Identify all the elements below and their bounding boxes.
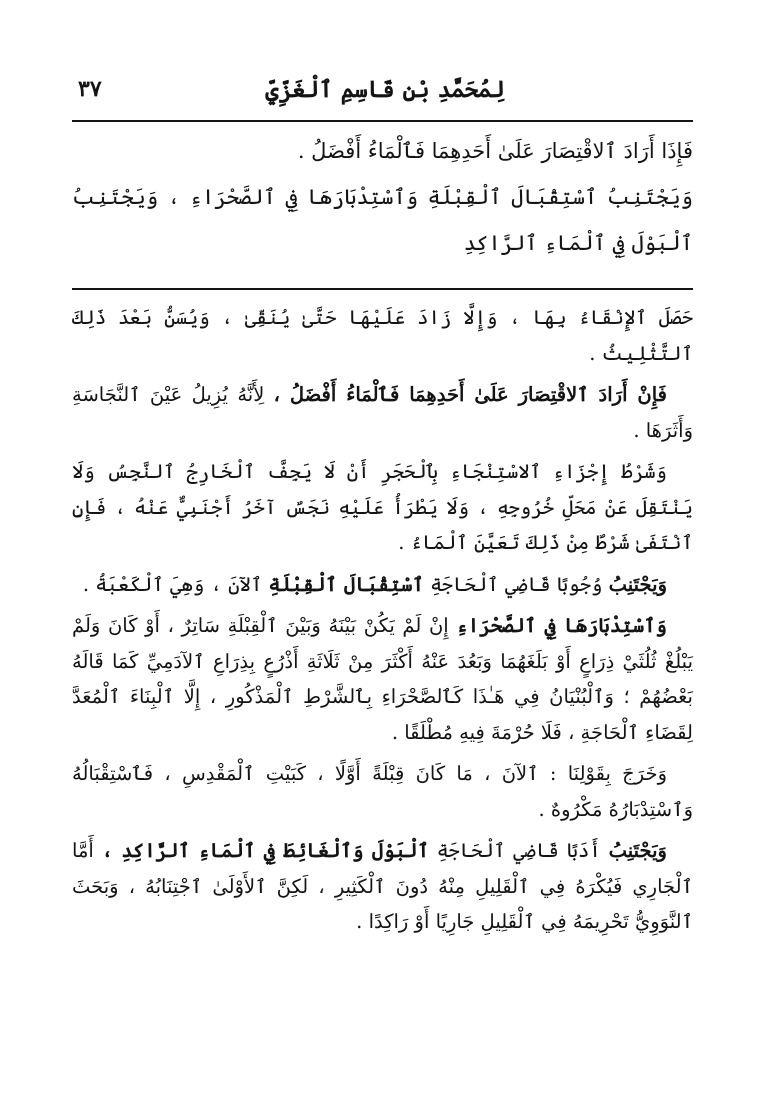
commentary-text: وُجُوبًا قَاضِي ٱلْحَاجَةِ: [423, 572, 609, 596]
commentary-text: ٱلآنَ ، وَهِيَ ٱلْكَعْبَةُ .: [82, 572, 269, 596]
sharh-paragraph-7: [72, 833, 693, 940]
sharh-text: [72, 300, 693, 946]
commentary-text: أَدَبًا قَاضِي ٱلْحَاجَةِ: [429, 839, 609, 862]
sharh-paragraph-2: [72, 377, 693, 448]
header-divider: [72, 120, 693, 122]
running-title: لِمُحَمَّدِ بْنِ قَاسِمِ ٱلْغَزِّيِّ: [265, 76, 505, 103]
sharh-paragraph-3: وَشَرْطُ إِجْزَاءِ ٱلاسْتِنْجَاءِ بِٱلْحَجَرِ أَنْ لَا يَجِفَّ ٱلْخَارِجُ ٱلنَّجِسُ وَلَا يَنْتَقِلَ عَنْ مَحَلِّ خُرُوجِهِ ، وَلَا يَطْرَأُ عَلَيْهِ نَجَسٌ آخَرُ أَجْنَبِيٌّ عَنْهُ ، فَإِنِ ٱنْتَفَىٰ شَرْطٌ مِنْ ذَلِكَ تَعَيَّنَ ٱلْمَاءُ .: [72, 460, 693, 554]
sharh-paragraph-6: وَخَرَجَ بِقَوْلِنَا : ٱلآنَ ، مَا كَانَ قِبْلَةً أَوَّلًا ، كَبَيْتِ ٱلْمَقْدِسِ ، فَٱسْتِقْبَالُهُ وَٱسْتِدْبَارُهُ مَكْرُوهٌ .: [72, 762, 693, 821]
page-number: ٣٧: [78, 76, 102, 102]
quoted-matn: ٱسْتِقْبَالَ ٱلْقِبْلَةِ: [268, 572, 424, 596]
quoted-matn: فَإِنْ أَرَادَ ٱلاقْتِصَارَ عَلَىٰ أَحَدِهِمَا فَٱلْمَاءُ أَفْضَلُ ،: [273, 383, 667, 406]
quoted-matn: وَٱسْتِدْبَارَهَا فِي ٱلصَّحْرَاءِ: [456, 614, 667, 637]
sharh-paragraph-5: [72, 608, 693, 750]
commentary-text: لِأَنَّهُ يُزِيلُ عَيْنَ ٱلنَّجَاسَةِ وَأَثَرَهَا .: [72, 383, 693, 442]
matn-paragraph-2: وَيَجْتَنِبُ ٱسْتِقْبَالَ ٱلْقِبْلَةِ وَٱسْتِدْبَارَهَا فِي ٱلصَّحْرَاءِ ، وَيَجْتَنِبُ ٱلْبَوْلَ فِي ٱلْمَاءِ ٱلرَّاكِدِ: [72, 185, 693, 255]
quoted-matn: وَيَجْتَنِبُ: [608, 839, 667, 862]
quoted-matn: وَيَجْتَنِبُ: [608, 572, 667, 596]
sharh-paragraph-4: [72, 567, 693, 603]
commentary-text: إِنْ لَمْ يَكُنْ بَيْنَهُ وَبَيْنَ ٱلْقِبْلَةِ سَاتِرٌ ، أَوْ كَانَ وَلَمْ يَبْلُغْ ثُلُثَيْ ذِرَاعٍ أَوْ بَلَغَهُمَا وَبَعُدَ عَنْهُ أَكْثَرَ مِنْ ثَلَاثَةِ أَذْرُعٍ بِذِرَاعِ ٱلآدَمِيِّ كَمَا قَالَهُ بَعْضُهُمْ ؛ وَٱلْبُنْيَانُ فِي هَـٰذَا كَٱلصَّحْرَاءِ بِٱلشَّرْطِ ٱلْمَذْكُورِ ، إِلَّا ٱلْبِنَاءَ ٱلْمُعَدَّ لِقَضَاءِ ٱلْحَاجَةِ ، فَلَا حُرْمَةَ فِيهِ مُطْلَقًا .: [72, 614, 693, 744]
matn-sharh-divider: [72, 288, 693, 290]
quoted-matn: ٱلْبَوْلَ وَٱلْغَائِطَ فِي ٱلْمَاءِ ٱلرَّاكِدِ ،: [101, 839, 430, 862]
page-header: [72, 68, 693, 116]
matn-text: [72, 128, 693, 266]
commentary-text: أَمَّا ٱلْجَارِي فَيُكْرَهُ فِي ٱلْقَلِيلِ مِنْهُ دُونَ ٱلْكَثِيرِ ، لَكِنَّ ٱلأَوْلَىٰ ٱجْتِنَابُهُ ، وَبَحَثَ ٱلنَّوَوِيُّ تَحْرِيمَهُ فِي ٱلْقَلِيلِ جَارِيًا أَوْ رَاكِدًا .: [72, 839, 693, 933]
matn-paragraph-1: فَإِذَا أَرَادَ ٱلاقْتِصَارَ عَلَىٰ أَحَدِهِمَا فَٱلْمَاءُ أَفْضَلُ .: [297, 139, 693, 163]
sharh-paragraph-1: حَصَلَ ٱلإِنْقَاءُ بِهَا ، وَإِلَّا زَادَ عَلَيْهَا حَتَّىٰ يُنَقِّىٰ ، وَيُسَنُّ بَعْدَ ذَلِكَ ٱلتَّثْلِيثُ .: [72, 306, 693, 365]
